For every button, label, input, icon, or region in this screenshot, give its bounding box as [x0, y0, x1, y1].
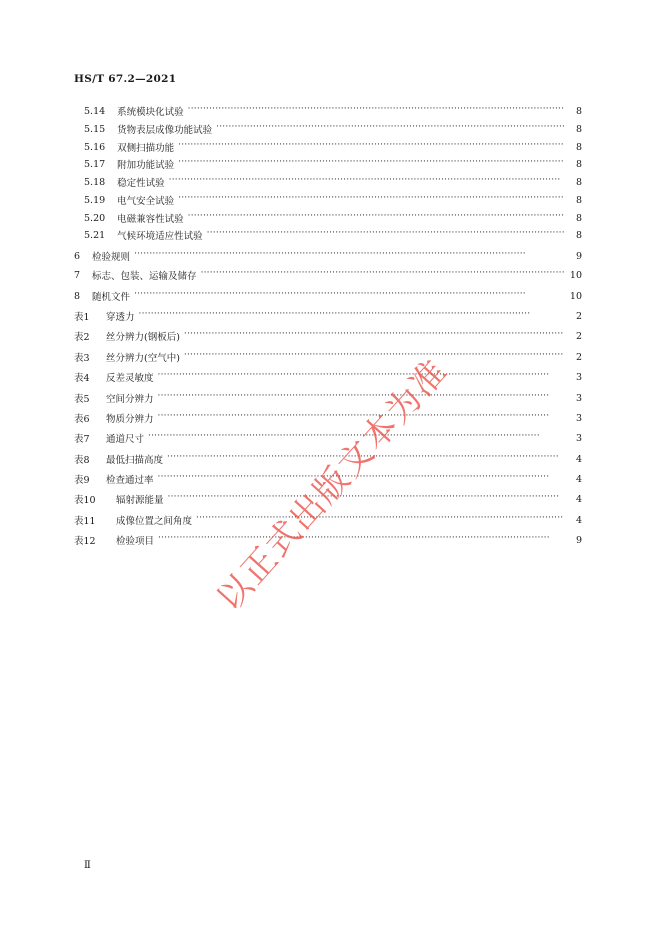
toc-entry-title: 穿透力: [106, 312, 135, 323]
toc-dot-leader: [184, 351, 564, 363]
toc-entry-number: 5.17: [84, 158, 106, 170]
toc-entry-title: 空间分辨力: [106, 394, 154, 405]
toc-entry-page: 3: [575, 392, 582, 404]
toc-entry-title: 标志、包装、运输及储存: [92, 271, 197, 282]
toc-entry-page: 4: [575, 514, 582, 526]
toc-entry-title: 双侧扫描功能: [117, 143, 175, 154]
toc-entry[interactable]: [74, 533, 582, 547]
toc-entry-page: 2: [575, 330, 582, 342]
toc-dot-leader: [196, 514, 564, 526]
toc-entry-page: 9: [575, 250, 582, 262]
toc-entry-number: 表4: [74, 373, 90, 384]
toc-entry[interactable]: [84, 140, 582, 154]
toc-entry-title: 检查通过率: [106, 475, 154, 486]
toc-entry-number: 6: [74, 250, 81, 262]
toc-entry[interactable]: [74, 431, 582, 445]
toc-entry[interactable]: [74, 329, 582, 343]
toc-entry[interactable]: [74, 370, 582, 384]
toc-entry[interactable]: [74, 268, 582, 282]
toc-entry-page: 8: [575, 194, 582, 206]
toc-entry-number: 表7: [74, 434, 90, 445]
toc-dot-leader: [168, 493, 564, 505]
toc-entry-number: 表8: [74, 455, 90, 466]
toc-entry-title: 最低扫描高度: [106, 455, 164, 466]
toc-dot-leader: [134, 250, 564, 262]
toc-entry-page: 4: [575, 493, 582, 505]
toc-entry-title: 反差灵敏度: [106, 373, 154, 384]
toc-entry-number: 7: [74, 269, 81, 281]
toc-entry[interactable]: [84, 122, 582, 136]
toc-entry-page: 3: [575, 432, 582, 444]
toc-entry[interactable]: [84, 104, 582, 118]
toc-entry-page: 3: [575, 412, 582, 424]
toc-dot-leader: [158, 371, 564, 383]
toc-entry-page: 10: [569, 269, 582, 281]
toc-dot-leader: [207, 229, 564, 241]
toc-entry-title: 成像位置之间角度: [116, 516, 193, 527]
toc-entry-title: 电磁兼容性试验: [117, 214, 184, 225]
toc-entry[interactable]: [84, 211, 582, 225]
toc-entry[interactable]: [84, 175, 582, 189]
toc-entry-number: 表1: [74, 312, 90, 323]
toc-dot-leader: [216, 123, 564, 135]
toc-entry-page: 8: [575, 105, 582, 117]
toc-entry[interactable]: [84, 193, 582, 207]
page-number-footer: Ⅱ: [84, 860, 91, 871]
toc-entry-page: 4: [575, 473, 582, 485]
toc-entry-number: 5.21: [84, 229, 106, 241]
toc-entry-title: 稳定性试验: [117, 178, 165, 189]
toc-entry[interactable]: [74, 289, 582, 303]
toc-dot-leader: [139, 310, 564, 322]
watermark-text: 以正式出版文本为准: [209, 351, 456, 619]
toc-entry-title: 电气安全试验: [117, 196, 175, 207]
document-code-header: HS/T 67.2—2021: [74, 73, 177, 85]
toc-entry[interactable]: [74, 411, 582, 425]
toc-entry-number: 表11: [74, 516, 96, 527]
toc-dot-leader: [178, 158, 564, 170]
toc-entry-page: 2: [575, 351, 582, 363]
toc-dot-leader: [188, 212, 564, 224]
toc-entry-page: 8: [575, 158, 582, 170]
toc-entry-number: 表6: [74, 414, 90, 425]
toc-entry-number: 8: [74, 290, 81, 302]
toc-entry[interactable]: [74, 391, 582, 405]
toc-entry-title: 物质分辨力: [106, 414, 154, 425]
toc-entry[interactable]: [74, 249, 582, 263]
toc-entry-title: 丝分辨力(空气中): [106, 353, 180, 364]
toc-entry-number: 表2: [74, 332, 90, 343]
toc-entry-page: 9: [575, 534, 582, 546]
toc-dot-leader: [201, 269, 564, 281]
toc-entry-page: 8: [575, 141, 582, 153]
toc-entry-number: 表3: [74, 353, 90, 364]
toc-dot-leader: [169, 176, 564, 188]
toc-entry-title: 通道尺寸: [106, 434, 145, 445]
toc-entry-page: 8: [575, 229, 582, 241]
toc-entry[interactable]: [74, 350, 582, 364]
toc-dot-leader: [188, 105, 564, 117]
toc-entry[interactable]: [84, 157, 582, 171]
toc-dot-leader: [158, 534, 564, 546]
toc-entry-page: 4: [575, 453, 582, 465]
toc-entry-title: 检验规则: [92, 252, 131, 263]
toc-entry-title: 气候环境适应性试验: [117, 231, 203, 242]
toc-entry-number: 表12: [74, 536, 96, 547]
toc-entry-page: 8: [575, 176, 582, 188]
toc-entry-page: 2: [575, 310, 582, 322]
toc-entry-page: 3: [575, 371, 582, 383]
toc-dot-leader: [178, 141, 564, 153]
toc-dot-leader: [158, 392, 564, 404]
toc-entry[interactable]: [84, 228, 582, 242]
toc-dot-leader: [184, 330, 564, 342]
toc-entry-number: 5.15: [84, 123, 106, 135]
toc-entry-title: 货物表层成像功能试验: [117, 125, 213, 136]
toc-entry-number: 5.16: [84, 141, 106, 153]
toc-entry[interactable]: [74, 309, 582, 323]
toc-entry-number: 表9: [74, 475, 90, 486]
toc-entry-page: 8: [575, 123, 582, 135]
toc-entry-title: 附加功能试验: [117, 160, 175, 171]
toc-entry-number: 表5: [74, 394, 90, 405]
toc-entry-title: 随机文件: [92, 292, 131, 303]
toc-entry-title: 丝分辨力(钢板后): [106, 332, 180, 343]
toc-entry-page: 8: [575, 212, 582, 224]
toc-dot-leader: [178, 194, 564, 206]
toc-entry-number: 5.20: [84, 212, 106, 224]
toc-entry-number: 5.19: [84, 194, 106, 206]
toc-entry-number: 表10: [74, 495, 96, 506]
toc-entry-title: 检验项目: [116, 536, 155, 547]
toc-dot-leader: [134, 290, 564, 302]
toc-entry-number: 5.18: [84, 176, 106, 188]
toc-entry-page: 10: [569, 290, 582, 302]
toc-entry-title: 辐射源能量: [116, 495, 164, 506]
toc-entry-number: 5.14: [84, 105, 106, 117]
toc-entry-title: 系统模块化试验: [117, 107, 184, 118]
